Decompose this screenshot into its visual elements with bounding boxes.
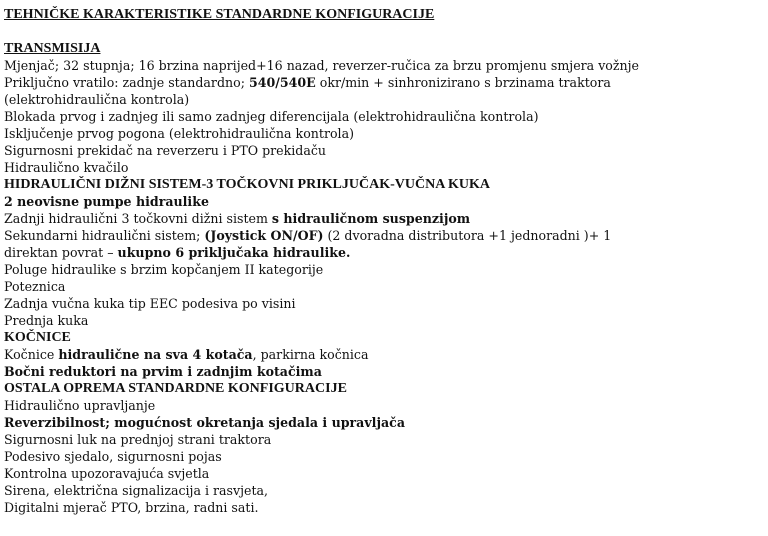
text-fragment: , parkirna kočnica xyxy=(252,347,369,362)
line-kontrolna-svjetla: Kontrolna upozoravajuća svjetla xyxy=(4,466,210,481)
line-poteznica: Poteznica xyxy=(4,279,66,294)
line-bocni-reduktori: Bočni reduktori na prvim i zadnjim kotačima xyxy=(4,364,322,379)
section-heading-ostala-oprema: OSTALA OPREMA STANDARDNE KONFIGURACIJE xyxy=(4,381,347,396)
line-sigurnosni-prekidac: Sigurnosni prekidač na reverzeru i PTO prekidaču xyxy=(4,143,327,158)
line-podesivo-sjedalo: Podesivo sjedalo, sigurnosni pojas xyxy=(4,449,222,464)
line-pumpe: 2 neovisne pumpe hidraulike xyxy=(4,194,209,209)
line-sekundarni-sistem xyxy=(4,227,654,261)
line-prikljucno-vratilo xyxy=(4,74,654,108)
line-prednja-kuka: Prednja kuka xyxy=(4,313,89,328)
line-iskljucenje: Isključenje prvog pogona (elektrohidraulična kontrola) xyxy=(4,126,354,141)
section-heading-hidraulika: HIDRAULIČNI DIŽNI SISTEM-3 TOČKOVNI PRIKLJUČAK-VUČNA KUKA xyxy=(4,177,491,192)
text-fragment: Priključno vratilo: zadnje standardno; xyxy=(4,75,249,90)
line-mjenjac: Mjenjač; 32 stupnja; 16 brzina naprijed+16 nazad, reverzer-ručica za brzu promjenu smjera vožnje xyxy=(4,58,639,73)
text-fragment-bold: ukupno 6 priključaka hidraulike. xyxy=(117,245,351,260)
line-kocnice xyxy=(4,346,764,363)
section-heading-kocnice: KOČNICE xyxy=(4,330,71,345)
text-fragment: Kočnice xyxy=(4,347,59,362)
line-sirena: Sirena, električna signalizacija i rasvjeta, xyxy=(4,483,269,498)
text-fragment-bold: (Joystick ON/OF) xyxy=(204,228,324,243)
text-fragment-bold: s hidrauličnom suspenzijom xyxy=(271,211,471,226)
line-vucna-kuka: Zadnja vučna kuka tip EEC podesiva po visini xyxy=(4,296,296,311)
line-blokada: Blokada prvog i zadnjeg ili samo zadnjeg diferencijala (elektrohidraulična kontrola) xyxy=(4,109,539,124)
document-title: TEHNIČKE KARAKTERISTIKE STANDARDNE KONFIGURACIJE xyxy=(4,7,435,22)
document xyxy=(4,6,764,516)
line-zadnji-sistem xyxy=(4,210,764,227)
line-reverzibilnost: Reverzibilnost; mogućnost okretanja sjedala i upravljača xyxy=(4,415,405,430)
text-fragment: Sekundarni hidraulični sistem; xyxy=(4,228,205,243)
line-hidraulicno-kvacilo: Hidraulično kvačilo xyxy=(4,160,129,175)
text-fragment: (2 dvoradna distributora +1 jednoradni )+ 1 direktan povrat – xyxy=(4,228,612,260)
text-fragment: Zadnji hidraulični 3 točkovni dižni sistem xyxy=(4,211,272,226)
line-hidraulicno-upravljanje: Hidraulično upravljanje xyxy=(4,398,156,413)
line-digitalni-mjerac: Digitalni mjerač PTO, brzina, radni sati. xyxy=(4,500,259,515)
text-fragment: okr/min + sinhronizirano s brzinama traktora (elektrohidraulična kontrola) xyxy=(4,75,611,107)
line-sigurnosni-luk: Sigurnosni luk na prednjoj strani traktora xyxy=(4,432,272,447)
section-heading-transmisija: TRANSMISIJA xyxy=(4,41,101,56)
text-fragment-bold: 540/540E xyxy=(248,75,316,90)
line-poluge: Poluge hidraulike s brzim kopčanjem II kategorije xyxy=(4,262,324,277)
text-fragment-bold: hidraulične na sva 4 kotača xyxy=(58,347,253,362)
